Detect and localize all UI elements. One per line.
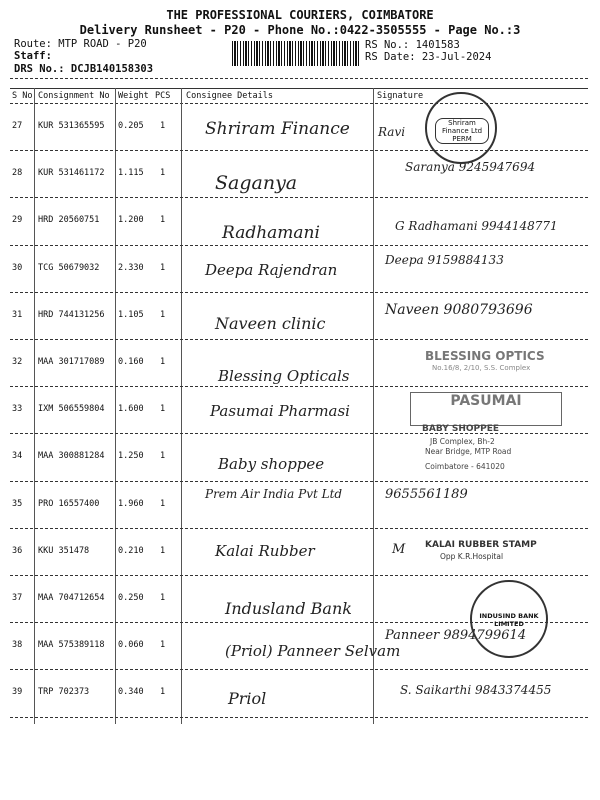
- row-consignment-no: TCG 50679032: [38, 262, 100, 273]
- row-consignment-no: MAA 704712654: [38, 593, 105, 603]
- row-consignee: Shriram Finance: [205, 119, 350, 139]
- blessing-stamp: BLESSING OPTICS: [425, 349, 545, 363]
- divider: [10, 88, 588, 89]
- col-header-consignee: Consignee Details: [186, 91, 273, 101]
- row-sno: 34: [12, 451, 23, 462]
- rs-date: RS Date: 23-Jul-2024: [365, 51, 492, 63]
- row-weight: 0.340: [118, 687, 144, 698]
- row-consignee: Naveen clinic: [215, 313, 326, 333]
- row-pcs: 1: [160, 262, 166, 273]
- row-consignee: Radhamani: [222, 223, 320, 244]
- row-pcs: 1: [160, 498, 166, 509]
- indusind-stamp: [470, 580, 548, 658]
- row-sno: 38: [12, 640, 23, 651]
- row-consignment-no: KKU 351478: [38, 545, 90, 556]
- row-sno: 31: [12, 309, 23, 320]
- row-signature: M: [392, 541, 406, 557]
- row-sno: 37: [12, 593, 23, 603]
- row-pcs: 1: [160, 357, 166, 367]
- row-consignee: Priol: [228, 689, 267, 709]
- baby-stamp-addr1: JB Complex, Bh-2: [430, 437, 495, 446]
- row-signature: Deepa 9159884133: [385, 252, 504, 267]
- column-divider: [34, 88, 35, 724]
- row-weight: 0.205: [118, 121, 144, 131]
- row-consignee: Kalai Rubber: [215, 541, 315, 560]
- shriram-stamp: [425, 92, 497, 164]
- col-header-pcs: PCS: [155, 91, 171, 101]
- row-divider: [10, 669, 588, 670]
- row-divider: [10, 386, 588, 387]
- col-header-sno: S No: [12, 91, 33, 101]
- kalai-stamp-address: Opp K.R.Hospital: [440, 552, 504, 561]
- row-pcs: 1: [160, 687, 166, 698]
- row-consignee: Pasumai Pharmasi: [210, 402, 350, 421]
- row-signature: G Radhamani 9944148771: [395, 219, 558, 234]
- row-divider: [10, 575, 588, 576]
- row-weight: 0.060: [118, 640, 144, 651]
- row-sno: 27: [12, 121, 23, 131]
- col-header-signature: Signature: [377, 91, 424, 101]
- row-sno: 28: [12, 168, 23, 179]
- row-divider: [10, 245, 588, 246]
- runsheet-title: Delivery Runsheet - P20 - Phone No.:0422-3505555 - Page No.:3: [79, 23, 521, 37]
- row-divider: [10, 292, 588, 293]
- company-name: THE PROFESSIONAL COURIERS, COIMBATORE: [166, 8, 434, 22]
- row-sno: 33: [12, 404, 23, 415]
- row-consignment-no: IXM 506559804: [38, 404, 105, 415]
- col-header-weight: Weight: [118, 91, 149, 101]
- row-consignee: Saganya: [215, 172, 298, 195]
- row-weight: 0.160: [118, 357, 144, 367]
- row-weight: 1.105: [118, 309, 144, 320]
- row-signature: Naveen 9080793696: [385, 301, 533, 318]
- row-weight: 0.250: [118, 593, 144, 603]
- row-sno: 39: [12, 687, 23, 698]
- row-divider: [10, 150, 588, 151]
- row-consignee: Indusland Bank: [225, 599, 352, 618]
- row-consignee: Baby shoppee: [218, 455, 325, 474]
- row-divider: [10, 339, 588, 340]
- row-weight: 1.960: [118, 498, 144, 509]
- pasumai-stamp-text: PASUMAI: [450, 393, 522, 409]
- row-signature: S. Saikarthi 9843374455: [400, 683, 552, 698]
- row-pcs: 1: [160, 215, 166, 226]
- row-signature: 9655561189: [385, 486, 468, 502]
- row-consignee: Prem Air India Pvt Ltd: [205, 486, 343, 501]
- divider: [10, 103, 588, 104]
- row-consignee: Deepa Rajendran: [205, 260, 338, 279]
- row-signature: Ravi: [378, 125, 406, 139]
- baby-stamp-addr3: Coimbatore - 641020: [425, 462, 505, 471]
- drs-number: DRS No.: DCJB140158303: [14, 63, 154, 75]
- row-consignment-no: MAA 575389118: [38, 640, 105, 651]
- row-pcs: 1: [160, 404, 166, 415]
- row-sno: 36: [12, 545, 23, 556]
- row-signature: Saranya 9245947694: [405, 160, 536, 175]
- row-pcs: 1: [160, 640, 166, 651]
- row-sno: 35: [12, 498, 23, 509]
- kalai-stamp-title: KALAI RUBBER STAMP: [425, 540, 537, 550]
- row-weight: 2.330: [118, 262, 144, 273]
- col-header-consignment: Consignment No: [38, 91, 110, 101]
- rs-number: RS No.: 1401583: [365, 39, 460, 51]
- row-divider: [10, 481, 588, 482]
- row-sno: 32: [12, 357, 23, 367]
- row-consignment-no: MAA 301717089: [38, 357, 105, 367]
- row-weight: 1.250: [118, 451, 144, 462]
- column-divider: [115, 88, 116, 724]
- row-divider: [10, 717, 588, 718]
- row-consignment-no: HRD 744131256: [38, 309, 105, 320]
- row-consignee: Blessing Opticals: [218, 367, 350, 385]
- pasumai-stamp: [410, 392, 562, 426]
- stamp-text: Shriram Finance Ltd PERM: [435, 118, 489, 144]
- baby-stamp-addr2: Near Bridge, MTP Road: [425, 447, 512, 456]
- row-divider: [10, 528, 588, 529]
- row-consignment-no: TRP 702373: [38, 687, 90, 698]
- row-consignment-no: KUR 531365595: [38, 121, 105, 131]
- row-pcs: 1: [160, 451, 166, 462]
- row-sno: 30: [12, 262, 23, 273]
- row-sno: 29: [12, 215, 23, 226]
- staff-label: Staff:: [14, 50, 52, 62]
- indusind-stamp-text: INDUSIND BANK LIMITED: [479, 612, 539, 628]
- row-consignment-no: PRO 16557400: [38, 498, 100, 509]
- row-divider: [10, 433, 588, 434]
- row-weight: 1.115: [118, 168, 144, 179]
- blessing-stamp-address: No.16/8, 2/10, S.S. Complex: [432, 364, 531, 372]
- row-weight: 0.210: [118, 545, 144, 556]
- column-divider: [373, 88, 374, 724]
- row-consignment-no: MAA 300881284: [38, 451, 105, 462]
- row-pcs: 1: [160, 121, 166, 131]
- row-consignment-no: KUR 531461172: [38, 168, 105, 179]
- row-pcs: 1: [160, 593, 166, 603]
- row-pcs: 1: [160, 168, 166, 179]
- row-signature: Panneer 9894799614: [385, 628, 527, 644]
- row-pcs: 1: [160, 545, 166, 556]
- row-divider: [10, 197, 588, 198]
- route-label: Route: MTP ROAD - P20: [14, 38, 147, 50]
- barcode: [232, 41, 360, 66]
- row-weight: 1.200: [118, 215, 144, 226]
- row-consignment-no: HRD 20560751: [38, 215, 100, 226]
- row-pcs: 1: [160, 309, 166, 320]
- row-consignee: (Priol) Panneer Selvam: [225, 642, 401, 661]
- row-weight: 1.600: [118, 404, 144, 415]
- baby-stamp-title: BABY SHOPPEE: [422, 424, 499, 434]
- divider: [10, 78, 588, 79]
- column-divider: [181, 88, 182, 724]
